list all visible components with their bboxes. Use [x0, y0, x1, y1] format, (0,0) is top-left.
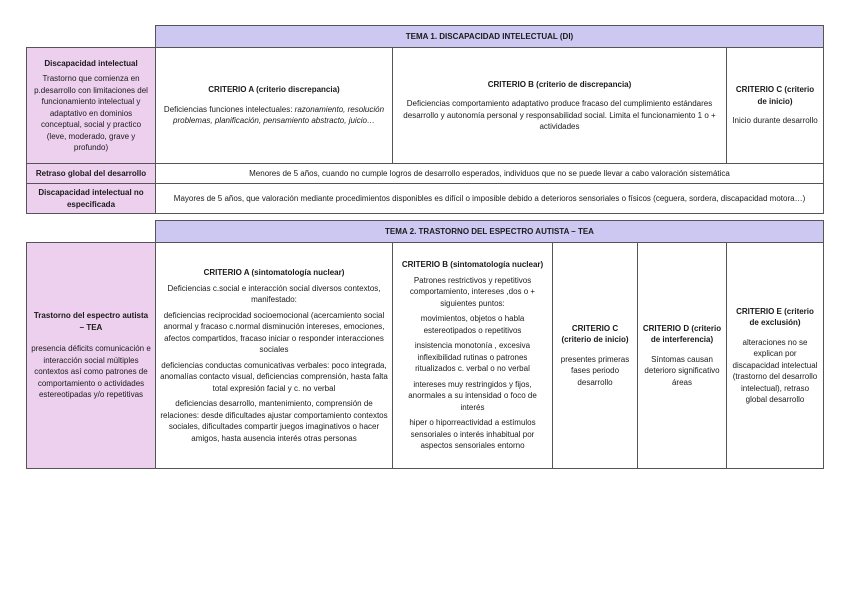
di-label-desc: Trastorno que comienza en p.desarrollo con limitaciones del funcionamiento intelectual y adaptativo en dominios conceptual, social y practico (leve, moderado, grave y profundo) [34, 74, 148, 152]
tea-crit-d-title: CRITERIO D (criterio de interferencia) [642, 323, 722, 345]
tema1-title: TEMA 1. DISCAPACIDAD INTELECTUAL (DI) [156, 26, 824, 48]
di-crit-c-title: CRITERIO C (criterio de inicio) [735, 85, 815, 106]
corner-empty-2 [27, 221, 156, 243]
di-crit-a-italic: razonamiento, resolución problemas, planificación, pensamiento abstracto, juicio… [173, 104, 385, 126]
tea-crit-e-text: alteraciones no se explican por discapacidad intelectual (trastorno del desarrollo intelectual), retraso global desarrollo [732, 337, 818, 404]
retraso-text: Menores de 5 años, cuando no cumple logros de desarrollo esperados, individuos que no se puede llevar a cabo valoración sistemática [156, 164, 824, 184]
tea-crit-a-item: deficiencias desarrollo, mantenimiento, comprensión de relaciones: desde dificultades ajustar comportamiento contextos sociales, dificultades compartir juegos imaginativos o hacer amigos, hasta ausencia interés otras personas [160, 399, 388, 443]
tea-crit-b-item: Patrones restrictivos y repetitivos comportamiento, intereses ,dos o + siguientes puntos: [409, 275, 536, 308]
tema2-title: TEMA 2. TRASTORNO DEL ESPECTRO AUTISTA – TEA [156, 221, 824, 243]
tea-crit-b-item: movimientos, objetos o habla estereotipados o repetitivos [420, 314, 525, 335]
di-label-title: Discapacidad intelectual [44, 58, 138, 68]
tea-crit-d-cell [638, 243, 727, 469]
tea-crit-a-title: CRITERIO A (sintomatología nuclear) [203, 268, 345, 277]
tea-label-desc: presencia déficits comunicación e interacción social múltiples contextos así como patrones de comportamiento o actividades estereotipadas y/o repetitivas [31, 344, 151, 400]
tea-label-cell [27, 243, 156, 469]
di-crit-b-cell [393, 48, 727, 164]
tea-crit-a-item: Deficiencias c.social e interacción social diversos contextos, manifestado: [167, 283, 381, 304]
di-no-esp-label: Discapacidad intelectual no especificada [27, 184, 156, 214]
tema2-table [26, 220, 824, 469]
tema1-table [26, 25, 824, 214]
tea-crit-a-cell [156, 243, 393, 469]
di-crit-a-cell [156, 48, 393, 164]
corner-empty [27, 26, 156, 48]
di-crit-c-cell [727, 48, 824, 164]
tea-crit-e-cell [727, 243, 824, 469]
tea-label-title: Trastorno del espectro autista – TEA [33, 311, 149, 332]
di-crit-a-lead: Deficiencias funciones intelectuales: [163, 104, 295, 114]
di-no-esp-text: Mayores de 5 años, que valoración mediante procedimientos disponibles es difícil o imposible debido a deterioros sensoriales o físicos (ceguera, sordera, discapacidad motora…) [156, 184, 824, 214]
di-label-cell [27, 48, 156, 164]
di-crit-a-text [160, 104, 388, 127]
tea-crit-c-text: presentes primeras fases periodo desarrollo [560, 354, 630, 387]
tea-crit-e-title: CRITERIO E (criterio de exclusión) [736, 306, 814, 327]
tea-crit-c-cell [553, 243, 638, 469]
tea-crit-c-title: CRITERIO C (criterio de inicio) [561, 323, 629, 345]
di-crit-a-title: CRITERIO A (criterio discrepancia) [208, 85, 340, 95]
tea-crit-d-text: Síntomas causan deterioro significativo áreas [644, 354, 720, 387]
tea-crit-a-item: deficiencias conductas comunicativas verbales: poco integrada, anomalías contacto visual, deficiencias comprensión, hasta falta total expresión facial y c. no verbal [160, 360, 388, 393]
tea-crit-a-item: deficiencias reciprocidad socioemocional (acercamiento social anormal y fracaso c.normal disminución intereses, emociones, afectos compartidos, fracaso iniciar o responder interacciones sociales [163, 310, 385, 354]
tea-crit-b-cell [393, 243, 553, 469]
tea-crit-b-item: intereses muy restringidos y fijos, anormales a su intensidad o foco de interés [408, 379, 537, 412]
di-crit-c-text: Inicio durante desarrollo [732, 116, 818, 126]
tea-crit-b-item: hiper o hiporreactividad a estímulos sensoriales o interés inhabitual por aspectos sensoriales entorno [409, 418, 536, 451]
retraso-label: Retraso global del desarrollo [27, 164, 156, 184]
di-crit-b-text: Deficiencias comportamiento adaptativo produce fracaso del cumplimiento estándares desarrollo y autonomía personal y responsabilidad social. Limita el funcionamiento 1 o + actividades [403, 99, 716, 131]
di-crit-b-title: CRITERIO B (criterio de discrepancia) [487, 79, 632, 89]
tea-crit-b-item: insistencia monotonía , excesiva inflexibilidad rutinas o patrones ritualizados c. verbal o no verbal [414, 341, 531, 374]
tea-crit-b-title: CRITERIO B (sintomatología nuclear) [401, 260, 544, 270]
